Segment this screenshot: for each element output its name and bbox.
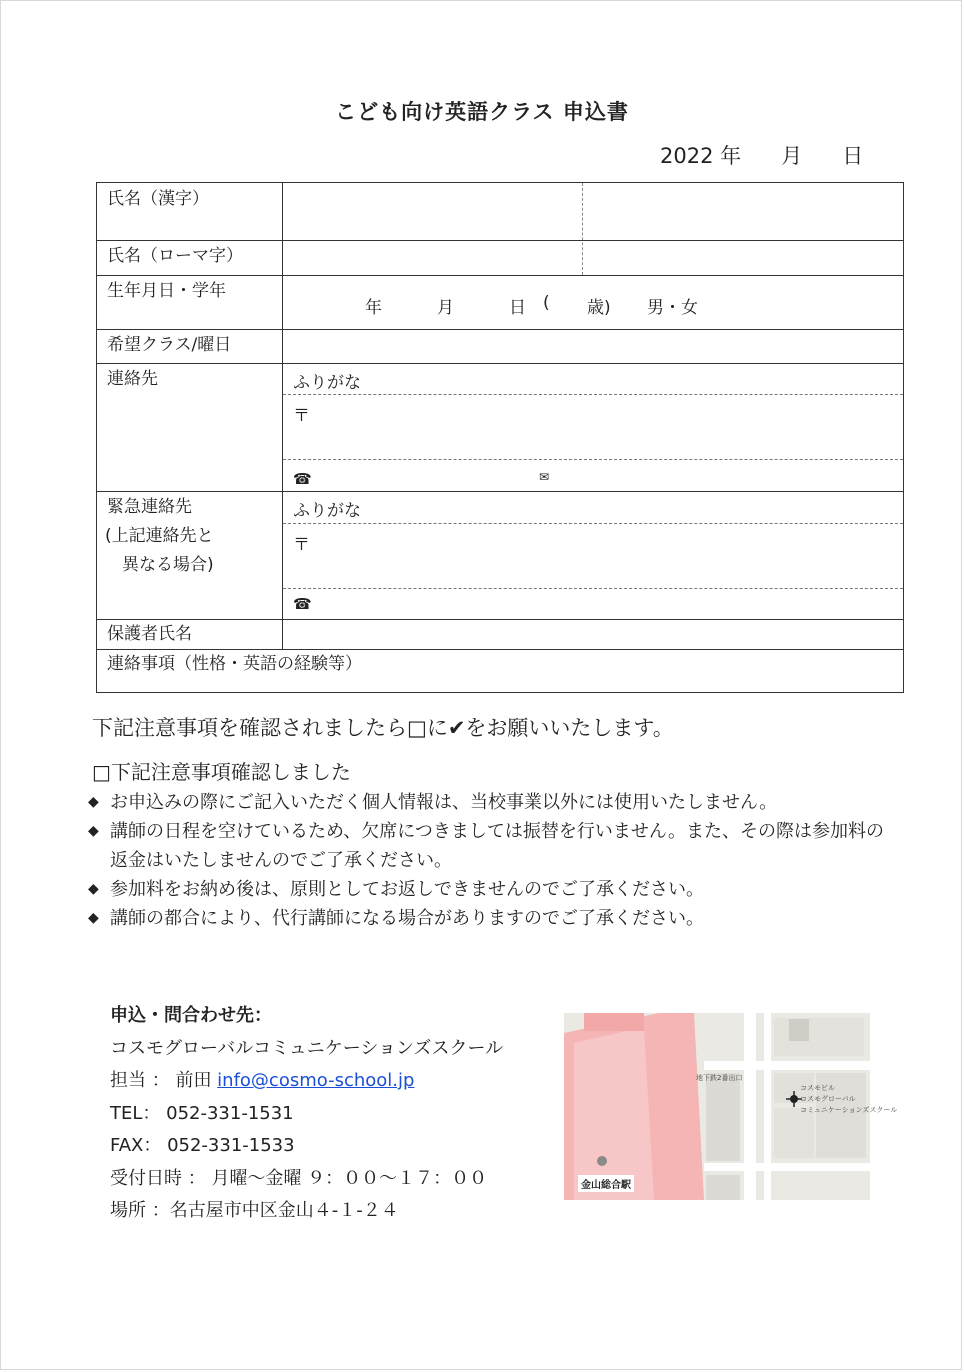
contact-furigana-label: ふりがな [293,373,361,393]
notes-list [88,788,888,933]
diamond-bullet-icon: ◆ [88,910,99,926]
diamond-bullet-icon: ◆ [88,823,99,839]
diamond-bullet-icon: ◆ [88,881,99,897]
phone-icon: ☎ [293,470,312,488]
map-school-label-1: コスモビル [800,1084,835,1092]
contact-tel: TEL： 052-331-1531 [110,1102,294,1124]
notice-text: 下記注意事項を確認されましたら□に✔をお願いいたします。 [92,716,674,740]
label-name-roman: 氏名（ローマ字） [107,246,243,266]
birth-paren-open: ( [543,293,550,313]
label-birth-grade: 生年月日・学年 [107,281,226,301]
contact-postal-mark: 〒 [293,406,310,426]
row-rule [97,619,903,620]
birth-day-label: 日 [509,298,526,318]
label-name-kanji: 氏名（漢字） [107,189,209,209]
contact-person [110,1065,503,1098]
row-rule [97,275,903,276]
label-column-divider [282,183,283,619]
contact-person-prefix: 担当 ： 前田 [110,1070,218,1091]
row-rule [97,240,903,241]
birth-month-label: 月 [437,298,454,318]
label-notes: 連絡事項（性格・英語の経験等） [107,654,362,674]
mail-icon: ✉ [539,470,550,484]
list-item: ◆ お申込みの際にご記入いただく個人情報は、当校事業以外には使用いたしません。 [88,788,888,817]
contact-heading: 申込・問合わせ先： [110,1005,272,1026]
row-rule [97,363,903,364]
label-emergency-1: 緊急連絡先 [107,497,192,517]
phone-icon: ☎ [293,595,312,613]
date-month-label: 月 [781,144,803,168]
map-station-label: 金山総合駅 [578,1175,634,1192]
contact-fax: FAX： 052-331-1533 [110,1135,295,1156]
label-class-day: 希望クラス/曜日 [107,335,232,355]
emergency-furigana-label: ふりがな [293,501,361,521]
label-guardian: 保護者氏名 [107,624,192,644]
list-item: ◆ 参加料をお納め後は、原則としてお返しできませんのでご了承ください。 [88,875,888,904]
contact-school: コスモグローバルコミュニケーションズスクール [110,1037,504,1059]
label-emergency-3: 異なる場合) [105,555,214,575]
birth-age-label: 歳) [587,298,611,318]
sub-rule [283,523,903,524]
contact-hours: 受付日時 ： 月曜～金曜 ９：００～１７：００ [110,1167,488,1189]
map-school-label-2: コスモグローバル [800,1095,856,1103]
birth-year-label: 年 [365,298,382,318]
contact-block [110,1000,503,1228]
date-year-label: 年 [720,144,742,168]
application-form [96,182,904,693]
date-day-label: 日 [842,144,864,168]
date-year: 2022 [660,144,714,168]
location-map [564,1013,898,1200]
sub-rule [283,394,903,395]
contact-email-link[interactable]: info@cosmo-school.jp [217,1070,415,1091]
birth-gender: 男・女 [647,298,698,318]
row-rule [97,491,903,492]
sub-rule [283,459,903,460]
guardian-divider [282,619,283,649]
list-item: ◆ 講師の日程を空けているため、欠席につきましては振替を行いません。また、その際は参加料の返金はいたしませんのでご了承ください。 [88,817,888,875]
date-line [660,140,863,170]
emergency-postal-mark: 〒 [293,535,310,555]
diamond-bullet-icon: ◆ [88,794,99,810]
contact-address: 場所 ：名古屋市中区金山４-１-２４ [110,1200,399,1221]
name-split-divider [582,183,583,275]
map-exit-label: 地下鉄2番出口 [696,1074,743,1082]
list-item: ◆ 講師の都合により、代行講師になる場合がありますのでご了承ください。 [88,904,888,933]
label-emergency-2: (上記連絡先と [105,526,214,546]
sub-rule [283,588,903,589]
row-rule [97,329,903,330]
label-contact: 連絡先 [107,369,158,389]
page-title: こども向け英語クラス 申込書 [335,100,629,124]
map-school-label-3: コミュニケーションズスクール [800,1106,898,1114]
confirm-checkbox-text[interactable]: □下記注意事項確認しました [92,760,351,784]
